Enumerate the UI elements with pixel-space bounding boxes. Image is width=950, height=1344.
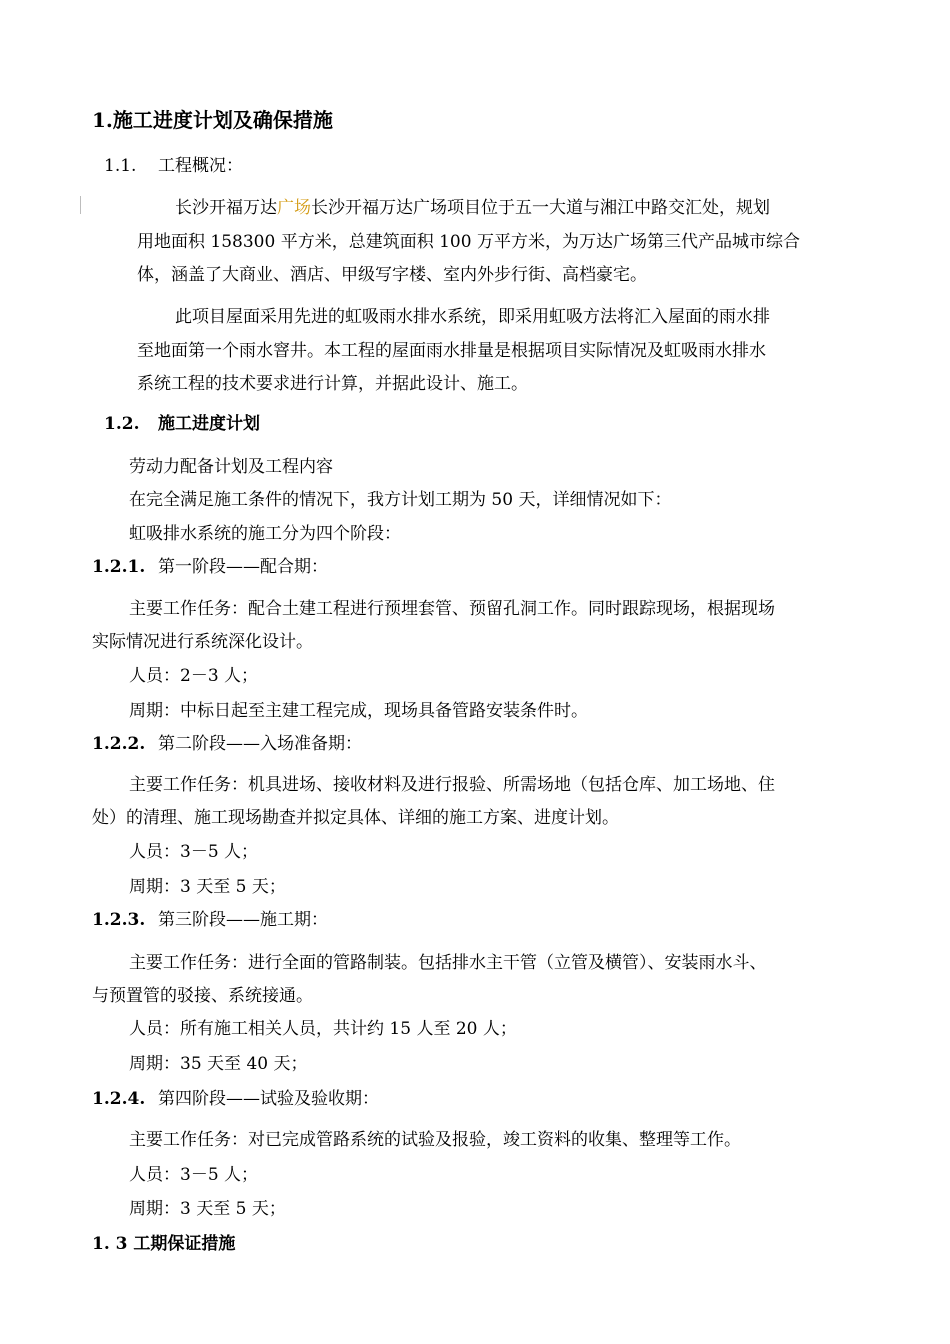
stage1-task-line1: 主要工作任务：配合土建工程进行预埋套管、预留孔洞工作。同时跟踪现场，根据现场 [129, 599, 775, 619]
stage4-task-line1: 主要工作任务：对已完成管路系统的试验及报验，竣工资料的收集、整理等工作。 [129, 1130, 741, 1150]
overview-p1-line2: 用地面积 158300 平方米，总建筑面积 100 万平方米，为万达广场第三代产品城市综合 [137, 232, 800, 252]
heading-1-2-3-title: 第三阶段——施工期： [158, 910, 328, 930]
plan-line-3: 虹吸排水系统的施工分为四个阶段： [129, 524, 401, 544]
stage3-staff: 人员：所有施工相关人员，共计约 15 人至 20 人； [129, 1019, 517, 1039]
overview-p1-text-b: 长沙开福万达广场项目位于五一大道与湘江中路交汇处，规划 [311, 198, 770, 218]
overview-p1-text-a: 长沙开福万达 [175, 198, 277, 218]
stage2-period: 周期：3 天至 5 天； [129, 877, 286, 897]
stage2-task-line1: 主要工作任务：机具进场、接收材料及进行报验、所需场地（包括仓库、加工场地、住 [129, 775, 775, 795]
heading-1-2-4-title: 第四阶段——试验及验收期： [158, 1089, 379, 1109]
plan-line-1: 劳动力配备计划及工程内容 [129, 457, 333, 477]
overview-p1-line1 [175, 196, 770, 220]
heading-1-2-title: 施工进度计划 [158, 414, 260, 434]
heading-1-2-4-number: 1.2.4. [92, 1089, 146, 1109]
stage4-staff: 人员：3－5 人； [129, 1165, 259, 1185]
heading-1-2-1-title: 第一阶段——配合期： [158, 557, 328, 577]
heading-1-2-2-title: 第二阶段——入场准备期： [158, 734, 362, 754]
stage3-task-line2: 与预置管的驳接、系统接通。 [92, 986, 313, 1006]
stage3-period: 周期：35 天至 40 天； [129, 1054, 308, 1074]
stage2-task-line2: 处）的清理、施工现场勘查并拟定具体、详细的施工方案、进度计划。 [92, 808, 619, 828]
heading-1-2-3-number: 1.2.3. [92, 910, 146, 930]
overview-p2-line3: 系统工程的技术要求进行计算，并据此设计、施工。 [137, 374, 528, 394]
heading-1-1-number: 1.1. [104, 156, 137, 176]
heading-1-2-number: 1.2. [104, 414, 140, 434]
stage3-task-line1: 主要工作任务：进行全面的管路制装。包括排水主干管（立管及横管）、安装雨水斗、 [129, 953, 767, 973]
stage1-staff: 人员：2－3 人； [129, 666, 259, 686]
overview-p2-line2: 至地面第一个雨水窨井。本工程的屋面雨水排量是根据项目实际情况及虹吸雨水排水 [137, 341, 766, 361]
margin-change-bar [80, 196, 81, 214]
stage2-staff: 人员：3－5 人； [129, 842, 259, 862]
stage1-period: 周期：中标日起至主建工程完成，现场具备管路安装条件时。 [129, 701, 588, 721]
overview-p2-line1: 此项目屋面采用先进的虹吸雨水排水系统，即采用虹吸方法将汇入屋面的雨水排 [175, 307, 770, 327]
heading-1-2-2 [92, 732, 362, 756]
section-1-title: 1.施工进度计划及确保措施 [92, 108, 333, 132]
plan-line-2: 在完全满足施工条件的情况下，我方计划工期为 50 天，详细情况如下： [129, 490, 672, 510]
heading-1-2-4 [92, 1087, 379, 1111]
stage1-task-line2: 实际情况进行系统深化设计。 [92, 632, 313, 652]
heading-1-2-1-number: 1.2.1. [92, 557, 146, 577]
highlighted-text: 广场 [277, 198, 311, 218]
heading-1-2-1 [92, 555, 328, 579]
heading-1-3: 1. 3 工期保证措施 [92, 1234, 236, 1254]
stage4-period: 周期：3 天至 5 天； [129, 1199, 286, 1219]
overview-p1-line3: 体，涵盖了大商业、酒店、甲级写字楼、室内外步行街、高档豪宅。 [137, 265, 647, 285]
heading-1-2-3 [92, 908, 328, 932]
heading-1-2 [104, 412, 260, 436]
heading-1-1 [104, 154, 243, 178]
heading-1-2-2-number: 1.2.2. [92, 734, 146, 754]
heading-1-1-title: 工程概况： [158, 156, 243, 176]
